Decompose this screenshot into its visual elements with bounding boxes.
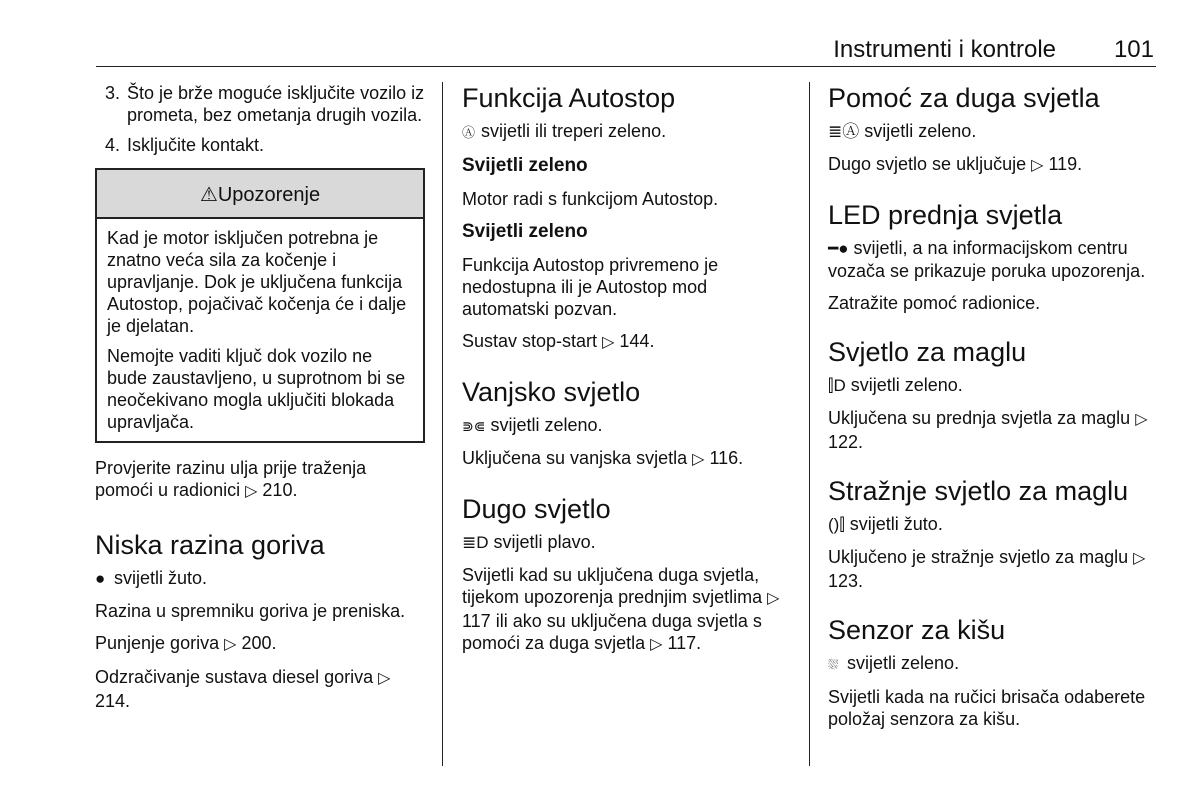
rear-fog-icon: ()⫿	[828, 515, 845, 534]
rain-sensor-icon: ⛆	[828, 657, 839, 672]
paragraph: Motor radi s funkcijom Autostop.	[462, 189, 719, 209]
page-ref: 200.	[241, 633, 277, 653]
section-title: Instrumenti i kontrole	[833, 36, 1056, 63]
side-lights-icon: ⋑⋐	[462, 418, 486, 434]
warning-body	[97, 219, 423, 433]
page-ref-icon: ▷	[692, 451, 705, 468]
lamp-description: ≣Ⓐ svijetli zeleno.	[828, 121, 977, 141]
high-beam-icon: ≣D	[462, 533, 489, 552]
section-led-headlights	[828, 199, 1158, 314]
steps-list	[95, 82, 425, 156]
lamp-description: ()⫿ svijetli žuto.	[828, 514, 943, 534]
page-ref: 117.	[667, 633, 702, 653]
lamp-description: ● svijetli žuto.	[95, 568, 208, 588]
lamp-description: ⋑⋐ svijetli zeleno.	[462, 415, 603, 435]
list-item: 4. Isključite kontakt.	[105, 135, 265, 155]
paragraph: Funkcija Autostop privremeno je nedostupna ili je Autostop mod automatski pozvan.	[462, 255, 719, 319]
page-ref: 210.	[262, 480, 298, 500]
paragraph: Odzračivanje sustava diesel goriva ▷ 214.	[95, 667, 391, 711]
lamp-description: ⛆ svijetli zeleno.	[828, 652, 1158, 676]
lamp-description: ━● svijetli, a na informacijskom centru vozača se prikazuje poruka upozorenja.	[828, 238, 1146, 281]
wrench-icon: ━●	[828, 239, 849, 258]
paragraph: Svijetli kad su uključena duga svjetla, tijekom upozorenja prednjim svjetlima ▷ 117 ili ako su uključena duga svjetla s pomoći za duga svjetla ▷ 117.	[462, 565, 780, 653]
section-rear-fog-light	[828, 475, 1158, 592]
column-3	[828, 82, 1158, 740]
page-ref: 119.	[1048, 154, 1083, 174]
section-heading: Svjetlo za maglu	[828, 337, 1027, 367]
section-fog-light	[828, 336, 1158, 453]
page-number: 101	[1113, 36, 1154, 63]
autostop-icon: Ⓐ	[462, 125, 476, 140]
section-heading: Stražnje svjetlo za maglu	[828, 476, 1129, 506]
warning-text: Kad je motor isključen potrebna je znatno veća sila za kočenje i upravljanje. Dok je uključena funkcija Autostop, pojačivač kočenja će i dalje je djelatan.	[107, 228, 407, 336]
subheading: Svijetli zeleno	[462, 155, 588, 176]
section-heading: Senzor za kišu	[828, 615, 1006, 645]
section-high-beam-assist	[828, 82, 1158, 177]
paragraph: Razina u spremniku goriva je preniska.	[95, 601, 406, 621]
page-ref: 214.	[95, 691, 131, 711]
lamp-description: Ⓐ svijetli ili treperi zeleno.	[462, 120, 792, 144]
paragraph: Dugo svjetlo se uključuje ▷ 119.	[828, 154, 1083, 174]
page-ref: 122.	[828, 432, 864, 452]
section-heading: Vanjsko svjetlo	[462, 377, 641, 407]
section-heading: Niska razina goriva	[95, 530, 325, 560]
column-divider	[442, 82, 443, 766]
fuel-dot-icon: ●	[95, 569, 106, 588]
paragraph: Svijetli kada na ručici brisača odaberete položaj senzora za kišu.	[828, 687, 1146, 729]
section-heading: Dugo svjetlo	[462, 494, 611, 524]
paragraph: Provjerite razinu ulja prije traženja pomoći u radionici ▷ 210.	[95, 458, 367, 500]
page-ref-icon: ▷	[1133, 550, 1146, 567]
paragraph: Uključena su vanjska svjetla ▷ 116.	[462, 448, 744, 468]
page-ref-icon: ▷	[1135, 411, 1148, 428]
column-2	[462, 82, 792, 666]
page-header	[96, 34, 1156, 67]
page-ref: 144.	[619, 331, 655, 351]
paragraph: Sustav stop-start ▷ 144.	[462, 331, 655, 351]
warning-text: Nemojte vaditi ključ dok vozilo ne bude zaustavljeno, u suprotnom bi se neočekivano mogla uključiti blokada upravljača.	[107, 346, 406, 432]
section-rain-sensor	[828, 614, 1158, 730]
column-1	[95, 82, 425, 722]
warning-label: Upozorenje	[217, 184, 321, 206]
front-fog-icon: ⫿D	[828, 376, 846, 395]
section-autostop	[462, 82, 792, 354]
lamp-description: ≣D svijetli plavo.	[462, 532, 596, 552]
section-exterior-light	[462, 376, 792, 471]
high-beam-assist-icon: ≣Ⓐ	[828, 122, 860, 141]
page-ref-icon: ▷	[224, 636, 237, 653]
page-ref: 117	[462, 611, 491, 631]
page-ref-icon: ▷	[650, 636, 663, 653]
page-ref: 123.	[828, 571, 864, 591]
page-ref-icon: ▷	[245, 483, 258, 500]
warning-header	[97, 170, 423, 219]
paragraph: Uključeno je stražnje svjetlo za maglu ▷ 123.	[828, 547, 1146, 591]
warning-triangle-icon: ⚠	[199, 184, 218, 206]
warning-box	[95, 168, 425, 443]
paragraph: Uključena su prednja svjetla za maglu ▷ 122.	[828, 408, 1148, 452]
page-ref-icon: ▷	[602, 334, 615, 351]
section-high-beam	[462, 493, 792, 656]
subheading: Svijetli zeleno	[462, 221, 588, 242]
column-divider	[809, 82, 810, 766]
page-ref-icon: ▷	[1031, 157, 1044, 174]
section-heading: Pomoć za duga svjetla	[828, 83, 1100, 113]
page-ref-icon: ▷	[378, 670, 391, 687]
list-item: 3. Što je brže moguće isključite vozilo iz prometa, bez ometanja drugih vozila.	[105, 83, 425, 125]
page-ref-icon: ▷	[767, 590, 780, 607]
lamp-description: ⫿D svijetli zeleno.	[828, 375, 963, 395]
section-fuel	[95, 529, 425, 712]
section-heading: Funkcija Autostop	[462, 83, 676, 113]
paragraph: Zatražite pomoć radionice.	[828, 293, 1041, 313]
section-heading: LED prednja svjetla	[828, 200, 1063, 230]
page-ref: 116.	[709, 448, 744, 468]
paragraph: Punjenje goriva ▷ 200.	[95, 633, 277, 653]
